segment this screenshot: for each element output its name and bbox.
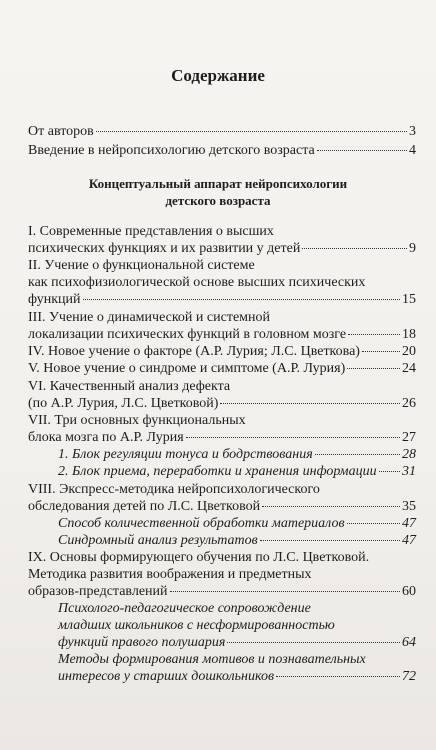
toc-entry-line: I. Современные представления о высших — [28, 224, 274, 239]
toc-entry: функций 15 — [28, 292, 416, 307]
toc-subentry: Синдромный анализ результатов 47 — [58, 533, 416, 548]
toc-entry-line: VIII. Экспресс-методика нейропсихологического — [28, 482, 320, 497]
toc-entry: блока мозга по А.Р. Лурия 27 — [28, 430, 416, 445]
toc-entry-line: IX. Основы формирующего обучения по Л.С. Цветковой. — [28, 550, 370, 565]
toc-entry-line: как психофизиологической основе высших психических — [28, 275, 366, 290]
toc-subentry: интересов у старших дошкольников 72 — [58, 669, 416, 684]
toc-entry: психических функциях и их развитии у детей 9 — [28, 241, 416, 256]
toc-entry: Введение в нейропсихологию детского возраста 4 — [28, 143, 416, 158]
toc-entry: локализации психических функций в головном мозге 18 — [28, 327, 416, 342]
toc-subentry: Способ количественной обработки материалов 47 — [58, 516, 416, 531]
toc-entry-line: VI. Качественный анализ дефекта — [28, 379, 231, 394]
toc-subentry-line: Методы формирования мотивов и познавательных — [58, 652, 366, 667]
section-heading-line: Концептуальный аппарат нейропсихологии — [88, 176, 348, 191]
toc-entry-line: II. Учение о функциональной системе — [28, 258, 255, 273]
toc-entry-line: VII. Три основных функциональных — [28, 413, 246, 428]
toc-entry-line: Методика развития воображения и предметных — [28, 567, 312, 582]
toc-subentry-line: младших школьников с несформированностью — [58, 618, 335, 633]
toc-subentry: 1. Блок регуляции тонуса и бодрствования 28 — [58, 447, 416, 462]
toc-entry: (по А.Р. Лурия, Л.С. Цветковой) 26 — [28, 396, 416, 411]
toc-entry: От авторов 3 — [28, 124, 416, 139]
toc-entry-line: III. Учение о динамической и системной — [28, 310, 271, 325]
toc-entry: V. Новое учение о синдроме и симптоме (А.Р. Лурия) 24 — [28, 361, 416, 376]
toc-subentry: 2. Блок приема, переработки и хранения информации 31 — [58, 464, 416, 479]
toc-entry: образов-представлений 60 — [28, 584, 416, 599]
section-heading-line: детского возраста — [165, 193, 271, 208]
toc-entry: обследования детей по Л.С. Цветковой 35 — [28, 499, 416, 514]
toc-entry: IV. Новое учение о факторе (А.Р. Лурия; Л.С. Цветкова) 20 — [28, 344, 416, 359]
toc-subentry-line: Психолого-педагогическое сопровождение — [58, 601, 311, 616]
toc-subentry: функций правого полушария 64 — [58, 635, 416, 650]
page-title: Содержание — [171, 66, 265, 85]
